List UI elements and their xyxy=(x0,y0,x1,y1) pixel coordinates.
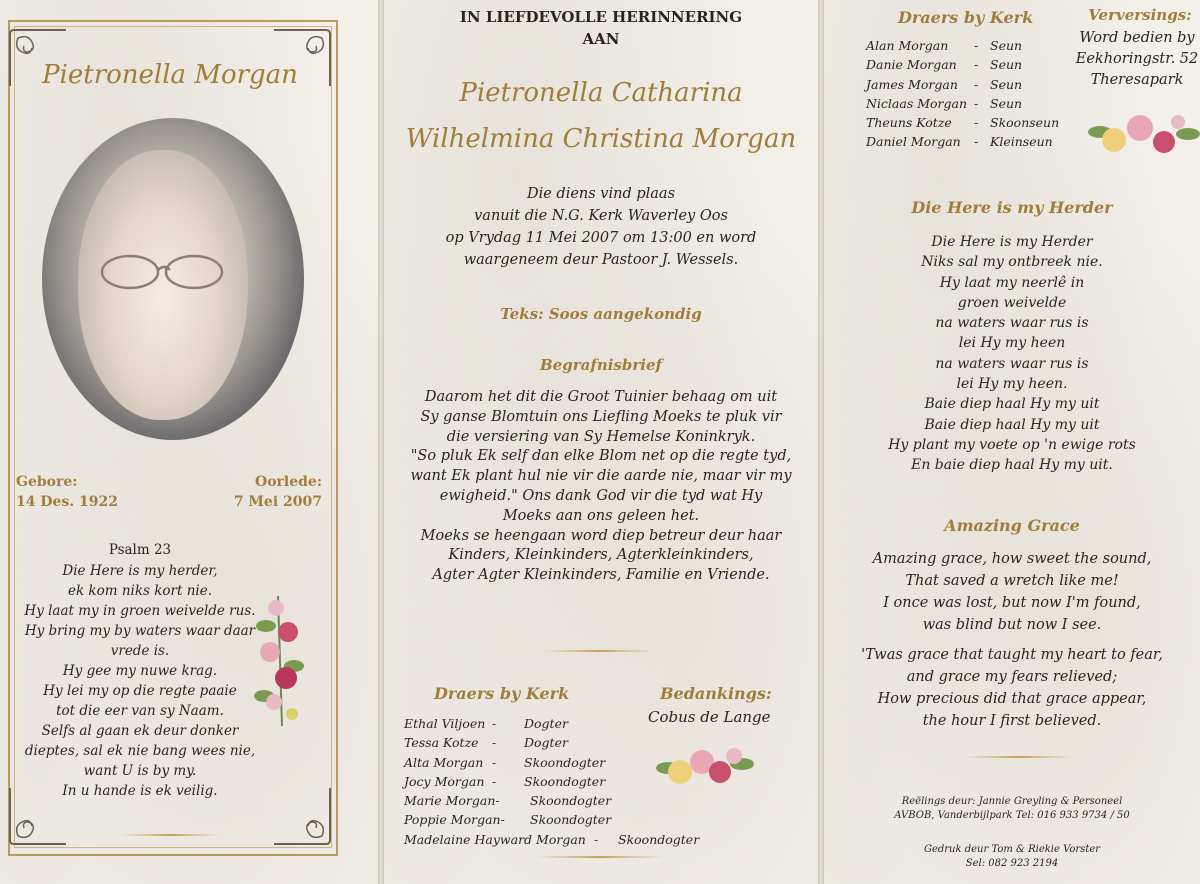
bearer-row xyxy=(866,75,1106,94)
psalm-line: tot die eer van sy Naam. xyxy=(56,703,224,719)
hymn-title: Amazing Grace xyxy=(944,516,1080,535)
psalm-line: En baie diep haal Hy my uit. xyxy=(911,457,1113,474)
refreshments-line: Word bedien by xyxy=(1079,30,1195,46)
bearer-separator: - xyxy=(974,57,979,73)
glasses-icon xyxy=(96,252,232,292)
bearers-title: Draers by Kerk xyxy=(434,684,570,703)
inside-middle-panel xyxy=(384,0,818,884)
bearer-relation: Dogter xyxy=(524,716,568,731)
memorial-heading: IN LIEFDEVOLLE HERINNERING xyxy=(459,8,743,26)
psalm-title: Die Here is my Herder xyxy=(911,198,1113,217)
bearer-separator: - xyxy=(492,773,497,789)
letter-line: Agter Agter Kleinkinders, Familie en Vriende. xyxy=(432,567,770,584)
service-line: op Vrydag 11 Mei 2007 om 13:00 en word xyxy=(445,230,757,246)
psalm-line: Hy bring my by waters waar daar xyxy=(24,623,256,639)
service-line: Die diens vind plaas xyxy=(526,186,676,202)
psalm-text xyxy=(10,561,270,801)
arrangements-credit: Reëlings deur: Jannie Greyling & Personeel xyxy=(901,796,1123,807)
bearer-separator: - xyxy=(974,115,979,131)
flower-bouquet-icon xyxy=(248,586,312,736)
bearer-row xyxy=(404,791,804,810)
letter-line: want Ek plant hul nie vir die aarde nie, maar vir my xyxy=(410,468,792,485)
bearer-relation: Seun xyxy=(990,38,1023,53)
bearers-title: Draers by Kerk xyxy=(898,8,1034,27)
bearer-name: Ethal Viljoen xyxy=(404,716,486,731)
psalm-line: na waters waar rus is xyxy=(935,355,1089,372)
psalm-line: na waters waar rus is xyxy=(935,315,1089,332)
service-details xyxy=(384,183,818,271)
died-date: 7 Mei 2007 xyxy=(233,494,322,510)
ornament-divider xyxy=(544,650,654,652)
bearer-relation: Dogter xyxy=(524,735,568,751)
letter-line: Daarom het dit die Groot Tuinier behaag om uit xyxy=(424,389,778,405)
bearer-row xyxy=(404,830,804,849)
ornament-divider xyxy=(120,834,220,836)
hymn-line: That saved a wretch like me! xyxy=(905,573,1119,589)
refreshments-details xyxy=(1074,28,1200,91)
bearer-separator: - xyxy=(974,76,979,92)
refreshments-title: Verversings: xyxy=(1088,6,1192,24)
bearer-name: Alan Morgan xyxy=(866,38,949,53)
hymn-line: the hour I first believed. xyxy=(922,713,1102,729)
psalm-line: Hy gee my nuwe krag. xyxy=(62,663,218,679)
funeral-home-credit: AVBOB, Vanderbijlpark Tel: 016 933 9734 / 50 xyxy=(894,810,1130,821)
psalm-line: dieptes, sal ek nie bang wees nie, xyxy=(24,743,256,759)
bearer-name: Alta Morgan xyxy=(404,754,484,770)
bearer-relation: Seun xyxy=(990,57,1023,73)
psalm-line: lei Hy my heen xyxy=(958,335,1066,352)
psalm-line: Hy laat my in groen weivelde rus. xyxy=(24,603,256,619)
psalm-title: Psalm 23 xyxy=(108,542,172,558)
psalm-text xyxy=(834,232,1190,476)
bearer-name: Theuns Kotze xyxy=(866,115,952,131)
inside-right-panel xyxy=(824,0,1200,884)
hymn-line: I once was lost, but now I'm found, xyxy=(883,595,1141,611)
psalm-line: Baie diep haal Hy my uit xyxy=(924,396,1100,413)
letter-line: Moeks aan ons geleen het. xyxy=(502,507,700,524)
bearer-row xyxy=(404,810,804,829)
bearer-separator: - xyxy=(492,735,497,751)
bearer-name: James Morgan xyxy=(866,76,958,92)
psalm-line: Hy lei my op die regte paaie xyxy=(43,683,237,699)
bearer-relation: Seun xyxy=(990,95,1023,111)
hymn-line: Amazing grace, how sweet the sound, xyxy=(872,551,1152,567)
refreshments-line: Theresapark xyxy=(1090,72,1184,88)
died-label: Oorlede: xyxy=(255,474,322,490)
psalm-line: vrede is. xyxy=(110,643,170,659)
sermon-text-label: Teks: Soos aangekondig xyxy=(500,305,702,323)
bearer-separator: - xyxy=(974,38,979,53)
bearer-separator: - xyxy=(974,95,979,111)
hymn-line: How precious did that grace appear, xyxy=(877,691,1147,707)
psalm-line: In u hande is ek veilig. xyxy=(62,783,218,799)
front-cover-panel xyxy=(0,0,378,884)
bearer-separator: - xyxy=(492,716,497,731)
bearer-name: Niclaas Morgan xyxy=(866,95,968,111)
hymn-verse-1 xyxy=(834,548,1190,636)
psalm-line: lei Hy my heen. xyxy=(956,376,1068,393)
born-label: Gebore: xyxy=(16,474,78,490)
letter-line: "So pluk Ek self dan elke Blom net op die regte tyd, xyxy=(410,448,792,465)
hymn-line: was blind but now I see. xyxy=(922,617,1102,633)
letter-line: Kinders, Kleinkinders, Agterkleinkinders, xyxy=(448,547,754,564)
funeral-letter-title: Begrafnisbrief xyxy=(540,356,662,374)
ornament-divider xyxy=(964,756,1074,758)
bearer-relation: Skoondogter xyxy=(618,831,700,847)
bearer-row xyxy=(866,36,1106,55)
bearer-relation: Skoondogter xyxy=(530,793,612,809)
bearer-relation: Skoonseun xyxy=(990,115,1060,131)
psalm-line: Die Here is my Herder xyxy=(931,234,1093,250)
bearer-name: Tessa Kotze xyxy=(404,735,479,751)
bearer-name: Jocy Morgan xyxy=(404,773,485,789)
psalm-line: Niks sal my ontbreek nie. xyxy=(921,254,1103,271)
bearer-row xyxy=(866,132,1106,151)
psalm-line: Baie diep haal Hy my uit xyxy=(924,416,1100,433)
full-name-line1: Pietronella Catharina xyxy=(459,78,743,108)
bearer-relation: Seun xyxy=(990,76,1023,92)
bearer-relation: Kleinseun xyxy=(990,134,1053,150)
bearer-name: Marie Morgan- xyxy=(404,793,500,809)
service-line: waargeneem deur Pastoor J. Wessels. xyxy=(463,252,739,268)
letter-line: die versiering van Sy Hemelse Koninkryk. xyxy=(446,428,756,445)
bearer-name: Madelaine Hayward Morgan xyxy=(404,831,586,847)
bearer-separator: - xyxy=(594,831,599,847)
hymn-verse-2 xyxy=(834,644,1190,732)
bearer-name: Daniel Morgan xyxy=(866,134,961,150)
bearer-row xyxy=(866,113,1106,132)
letter-line: ewigheid." Ons dank God vir die tyd wat Hy xyxy=(439,487,763,504)
printer-phone: Sel: 082 923 2194 xyxy=(965,858,1059,869)
bearers-list xyxy=(866,36,1106,152)
flower-bouquet-icon xyxy=(1088,104,1200,166)
hymn-line: and grace my fears relieved; xyxy=(906,669,1118,685)
born-date: 14 Des. 1922 xyxy=(16,494,118,510)
letter-line: Sy ganse Blomtuin ons Liefling Moeks te pluk vir xyxy=(420,408,782,425)
bearer-relation: Skoondogter xyxy=(524,754,606,770)
printed-by-credit: Gedruk deur Tom & Riekie Vorster xyxy=(923,844,1101,855)
psalm-line: groen weivelde xyxy=(957,294,1067,311)
bearer-name: Danie Morgan xyxy=(866,57,957,73)
psalm-line: Selfs al gaan ek deur donker xyxy=(41,723,239,739)
memorial-heading-aan: AAN xyxy=(582,30,620,48)
refreshments-line: Eekhoringstr. 52 xyxy=(1075,51,1199,67)
corner-ornament-icon xyxy=(266,780,336,850)
bearer-separator: - xyxy=(974,134,979,150)
flower-bouquet-icon xyxy=(654,738,754,794)
psalm-line: want U is by my. xyxy=(83,763,197,779)
bearer-row xyxy=(866,94,1106,113)
service-line: vanuit die N.G. Kerk Waverley Oos xyxy=(474,208,728,224)
full-name-line2: Wilhelmina Christina Morgan xyxy=(405,124,797,154)
bearer-separator: - xyxy=(492,754,497,770)
bearer-name: Poppie Morgan- xyxy=(404,812,505,828)
deceased-name: Pietronella Morgan xyxy=(42,60,298,90)
thanks-title: Bedankings: xyxy=(660,684,772,703)
funeral-letter-text xyxy=(384,388,818,586)
thanks-name: Cobus de Lange xyxy=(648,708,771,726)
psalm-line: Hy laat my neerlê in xyxy=(939,274,1085,291)
hymn-line: 'Twas grace that taught my heart to fear, xyxy=(861,647,1163,663)
bearer-relation: Skoondogter xyxy=(530,812,612,828)
letter-line: Moeks se heengaan word diep betreur deur haar xyxy=(420,527,782,544)
psalm-line: Die Here is my herder, xyxy=(62,563,218,579)
ornament-divider xyxy=(534,856,664,858)
psalm-line: Hy plant my voete op 'n ewige rots xyxy=(888,436,1136,453)
bearer-row xyxy=(866,55,1106,74)
psalm-line: ek kom niks kort nie. xyxy=(67,583,213,599)
bearer-relation: Skoondogter xyxy=(524,773,606,789)
